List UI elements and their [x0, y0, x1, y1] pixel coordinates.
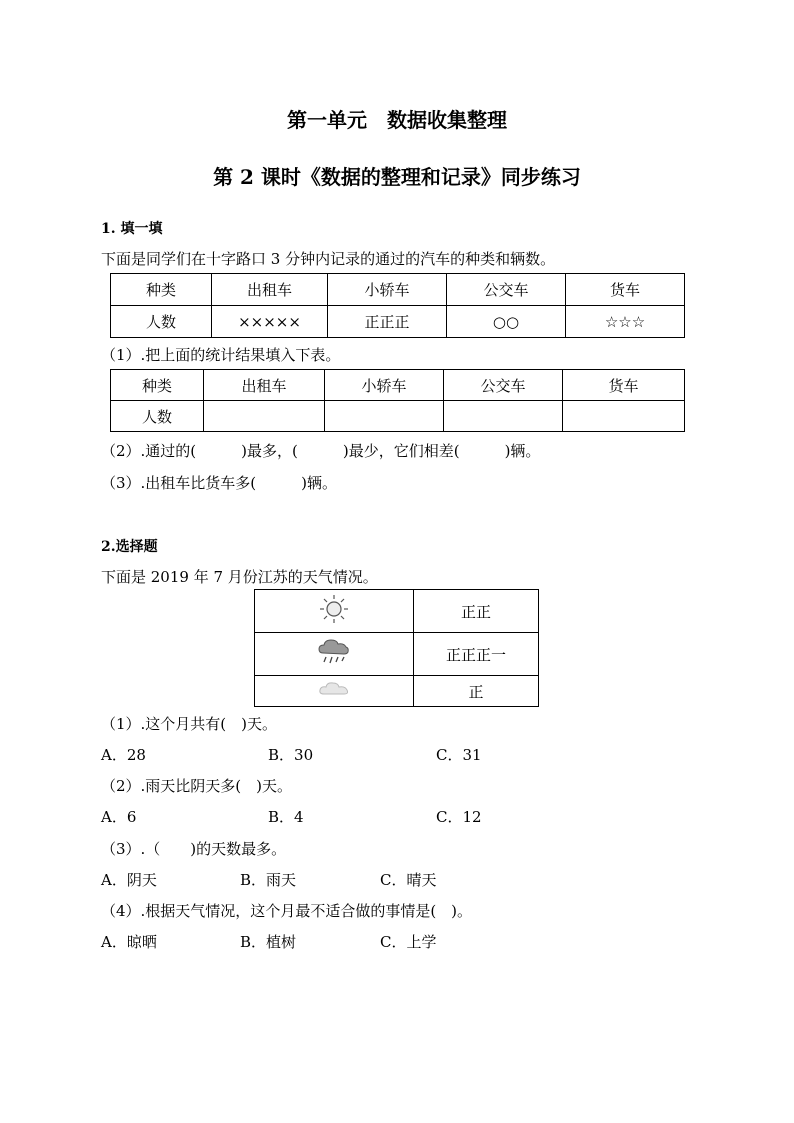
tally-truck: ☆☆☆ — [566, 306, 685, 338]
rain-cloud-icon — [316, 637, 352, 667]
cloud-icon — [317, 679, 351, 699]
weather-tally-rainy: 正正正一 — [414, 633, 539, 676]
page-subtitle: 第 2 课时《数据的整理和记录》同步练习 — [213, 165, 581, 189]
option-c[interactable]: C．12 — [436, 808, 482, 826]
header-cell-truck: 货车 — [563, 370, 685, 401]
answer-cell-car[interactable] — [325, 401, 444, 432]
row-label-count: 人数 — [111, 306, 212, 338]
header-cell-car: 小轿车 — [325, 370, 444, 401]
weather-icon-cell — [255, 633, 414, 676]
option-a[interactable]: A．阴天 — [101, 871, 157, 889]
question-2-sub-3: （3）.（ )的天数最多。 — [101, 840, 287, 858]
question-1-sub-3: （3）.出租车比货车多( )辆。 — [101, 474, 338, 492]
answer-cell-taxi[interactable] — [204, 401, 325, 432]
option-b[interactable]: B．30 — [268, 746, 314, 764]
weather-tally-sunny: 正正 — [414, 590, 539, 633]
header-cell-car: 小轿车 — [328, 274, 447, 306]
header-cell-type: 种类 — [111, 274, 212, 306]
page-title: 第一单元 数据收集整理 — [287, 108, 507, 132]
answer-cell-bus[interactable] — [444, 401, 563, 432]
question-2-heading: 2.选择题 — [101, 539, 158, 555]
option-c[interactable]: C．晴天 — [380, 871, 437, 889]
header-cell-type: 种类 — [111, 370, 204, 401]
question-1-intro: 下面是同学们在十字路口 3 分钟内记录的通过的汽车的种类和辆数。 — [101, 250, 556, 268]
sun-icon — [317, 594, 351, 624]
question-1-heading: 1. 填一填 — [101, 221, 163, 237]
option-b[interactable]: B．植树 — [240, 933, 297, 951]
header-cell-taxi: 出租车 — [204, 370, 325, 401]
tally-bus: ○○ — [447, 306, 566, 338]
weather-icon-cell — [255, 676, 414, 707]
weather-icon-cell — [255, 590, 414, 633]
header-cell-bus: 公交车 — [444, 370, 563, 401]
option-a[interactable]: A．晾晒 — [101, 933, 157, 951]
vehicle-record-table — [110, 273, 685, 338]
row-label-count: 人数 — [111, 401, 204, 432]
vehicle-count-table — [110, 369, 685, 432]
option-a[interactable]: A．28 — [101, 746, 146, 764]
header-cell-taxi: 出租车 — [212, 274, 328, 306]
weather-tally-cloudy: 正 — [414, 676, 539, 707]
answer-cell-truck[interactable] — [563, 401, 685, 432]
option-c[interactable]: C．上学 — [380, 933, 437, 951]
option-b[interactable]: B．雨天 — [240, 871, 297, 889]
option-c[interactable]: C．31 — [436, 746, 482, 764]
tally-car: 正正正 — [328, 306, 447, 338]
question-1-sub-2: （2）.通过的( )最多，( )最少，它们相差( )辆。 — [101, 442, 541, 460]
question-1-sub-1: （1）.把上面的统计结果填入下表。 — [101, 346, 341, 364]
tally-taxi: ××××× — [212, 306, 328, 338]
question-2-sub-4: （4）.根据天气情况，这个月最不适合做的事情是( )。 — [101, 902, 473, 920]
weather-table — [254, 589, 539, 707]
option-b[interactable]: B．4 — [268, 808, 304, 826]
header-cell-bus: 公交车 — [447, 274, 566, 306]
question-2-intro: 下面是 2019 年 7 月份江苏的天气情况。 — [101, 568, 378, 586]
question-2-sub-2: （2）.雨天比阴天多( )天。 — [101, 777, 293, 795]
option-a[interactable]: A．6 — [101, 808, 137, 826]
question-2-sub-1: （1）.这个月共有( )天。 — [101, 715, 278, 733]
header-cell-truck: 货车 — [566, 274, 685, 306]
